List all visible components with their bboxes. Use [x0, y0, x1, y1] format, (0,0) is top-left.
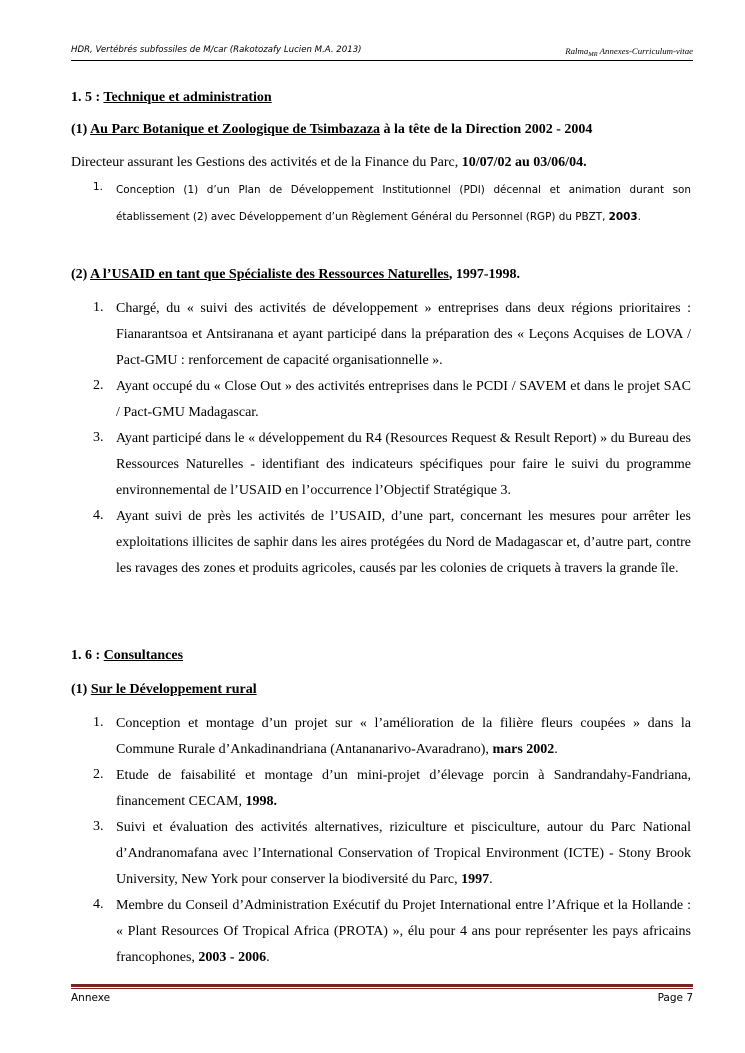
header-right-sub: MR — [588, 51, 598, 58]
list-item-text: Ayant occupé du « Close Out » des activités entreprises dans le PCDI / SAVEM et dans le projet SAC / Pact-GMU Madagascar. — [116, 379, 691, 420]
list-item-num: 4. — [93, 897, 104, 912]
section-15-title: Technique et administration — [103, 90, 272, 105]
list-item-num: 3. — [93, 430, 104, 445]
page-number: Page 7 — [657, 992, 693, 1004]
list-item-num: 2. — [93, 767, 104, 782]
list-item-text — [116, 815, 691, 893]
sub1-prefix: (1) — [71, 122, 91, 137]
header-right — [565, 46, 693, 58]
s16-sub1-prefix: (1) — [71, 682, 91, 697]
list-item-text: Ayant suivi de près les activités de l’USAID, d’une part, concernant les mesures pour arrêter les exploitations illicites de saphir dans les aires protégées du Nord de Madagascar et, d’autre part, contre les ravages des zones et produits agricoles, causés par les colonies de criquets à travers la grande île. — [116, 509, 691, 576]
pbzt-item-num: 1. — [93, 181, 103, 193]
list-item-bold: 1998. — [245, 794, 277, 809]
list-item-end: . — [266, 950, 270, 965]
sub2-prefix: (2) — [71, 267, 91, 282]
header-right-post: Annexes-Curriculum-vitae — [597, 46, 693, 56]
section-15-heading — [71, 90, 272, 106]
list-item-body: Membre du Conseil d’Administration Exécutif du Projet International entre l’Afrique et la Hollande : « Plant Resources Of Tropical Africa (PROTA) », élu pour 4 ans pour représenter les pays africains francophones, — [116, 898, 691, 965]
section-16-heading — [71, 648, 183, 664]
section-16-title: Consultances — [103, 648, 184, 663]
header-right-pre: Ralma — [565, 46, 589, 56]
director-line — [71, 155, 587, 171]
sub2-title: A l’USAID en tant que Spécialiste des Ressources Naturelles — [90, 267, 449, 282]
list-item-num: 3. — [93, 819, 104, 834]
list-item-num: 4. — [93, 508, 104, 523]
list-item-body: Etude de faisabilité et montage d’un mini-projet d’élevage porcin à Sandrandahy-Fandriana, financement CECAM, — [116, 768, 691, 809]
list-item-text — [116, 763, 691, 815]
pbzt-item-text — [116, 177, 691, 231]
sub1-suffix: à la tête de la Direction 2002 - 2004 — [379, 122, 593, 137]
list-item-num: 1. — [93, 300, 104, 315]
list-item-bold: mars 2002 — [492, 742, 555, 757]
pbzt-item-end: . — [637, 211, 641, 223]
list-item-text: Chargé, du « suivi des activités de développement » entreprises dans deux régions prioritaires : Fianarantsoa et Antsiranana et ayant participé dans la préparation des « Leçons Acquises de LOVA / Pact-GMU : renforcement de capacité organisationnelle ». — [116, 301, 691, 368]
list-item-num: 2. — [93, 378, 104, 393]
header-title: HDR, Vertébrés subfossiles de M/car (Rakotozafy Lucien M.A. 2013) — [71, 45, 362, 55]
sub2-suffix: , 1997-1998. — [448, 267, 521, 282]
list-item-body: Conception et montage d’un projet sur « l’amélioration de la filière fleurs coupées » dans la Commune Rurale d’Ankadinandriana (Antananarivo-Avaradrano), — [116, 716, 691, 757]
footer-rule-thin — [71, 988, 693, 989]
list-item-text: Ayant participé dans le « développement du R4 (Resources Request & Result Report) » du Bureau des Ressources Naturelles - identifiant des indicateurs spécifiques pour faire le suivi du programme environnemental de l’USAID en l’occurrence l’Objectif Stratégique 3. — [116, 431, 691, 498]
section-16-sub1-heading — [71, 682, 257, 698]
section-15-sub2-heading — [71, 267, 520, 283]
list-item-end: . — [554, 742, 558, 757]
section-15-sub1-heading — [71, 122, 592, 138]
pbzt-item-body: Conception (1) d’un Plan de Développement Institutionnel (PDI) décennal et animation durant son établissement (2) avec Développement d’un Règlement Général du Personnel (RGP) du PBZT, — [116, 184, 691, 223]
footer-rule-thick — [71, 984, 693, 987]
sub1-title: Au Parc Botanique et Zoologique de Tsimbazaza — [90, 122, 380, 137]
section-16-num: 1. 6 : — [71, 648, 104, 663]
director-text: Directeur assurant les Gestions des activités et de la Finance du Parc, — [71, 155, 462, 170]
list-item-num: 1. — [93, 715, 104, 730]
s16-sub1-title: Sur le Développement rural — [90, 682, 257, 697]
list-item-bold: 2003 - 2006 — [198, 950, 267, 965]
director-dates: 10/07/02 au 03/06/04. — [461, 155, 587, 170]
page-header — [71, 45, 693, 59]
section-15-num: 1. 5 : — [71, 90, 104, 105]
list-item-bold: 1997 — [461, 872, 490, 887]
list-item-end: . — [489, 872, 493, 887]
list-item-body: Suivi et évaluation des activités alternatives, riziculture et pisciculture, autour du Parc National d’Andranomafana avec l’International Conservation of Tropical Environment (ICTE) - Stony Brook University, New York pour conserver la biodiversité du Parc, — [116, 820, 691, 887]
list-item-text — [116, 893, 691, 971]
list-item-text — [116, 711, 691, 763]
pbzt-item-year: 2003 — [608, 211, 638, 223]
footer-label: Annexe — [71, 992, 111, 1004]
header-rule — [71, 60, 693, 61]
